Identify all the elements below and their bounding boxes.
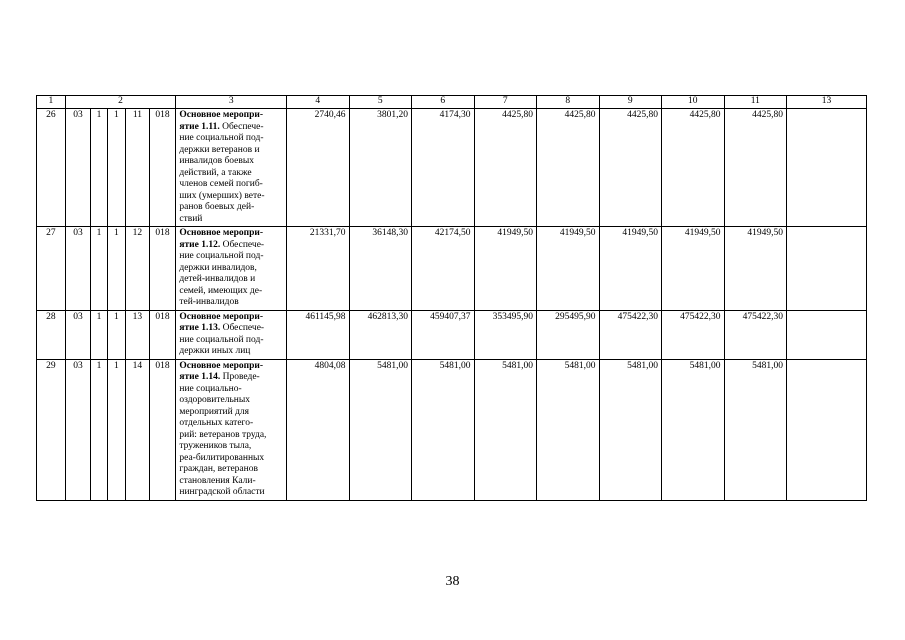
note-cell — [787, 109, 867, 227]
code-cell: 1 — [107, 310, 125, 359]
measure-description: Проведе- ние социально- оздоровительных мероприятий для отдельных катего- рий: ветеранов труда, тружеников тыла, реа-билитированных граждан, ветеранов становления Кали- нинградской области — [179, 372, 267, 497]
code-cell: 1 — [91, 310, 107, 359]
value-cell: 41949,50 — [599, 227, 662, 311]
header-row — [37, 96, 867, 109]
budget-table — [36, 95, 867, 501]
value-cell: 5481,00 — [537, 359, 600, 500]
header-cell: 8 — [537, 96, 600, 109]
note-cell — [787, 310, 867, 359]
table-row — [37, 109, 867, 227]
measure-name-cell — [176, 109, 287, 227]
measure-title: Основное меропри- ятие 1.11. — [179, 110, 264, 132]
code-cell: 018 — [149, 310, 176, 359]
value-cell: 5481,00 — [599, 359, 662, 500]
header-cell: 6 — [412, 96, 475, 109]
measure-description: Обеспече- ние социальной под- держки ветеранов и инвалидов боевых действий, а также членов семей погиб- ших (умерших) вете- ранов боевых дей- ствий — [179, 121, 265, 224]
value-cell: 41949,50 — [724, 227, 787, 311]
header-cell: 5 — [349, 96, 412, 109]
code-cell: 1 — [107, 359, 125, 500]
header-cell: 2 — [65, 96, 176, 109]
value-cell: 41949,50 — [662, 227, 725, 311]
header-cell: 4 — [287, 96, 350, 109]
note-cell — [787, 359, 867, 500]
code-cell: 12 — [126, 227, 150, 311]
value-cell: 461145,98 — [287, 310, 350, 359]
value-cell: 353495,90 — [474, 310, 537, 359]
row-number-cell: 28 — [37, 310, 66, 359]
measure-description: Обеспече- ние социальной под- держки иных лиц — [179, 323, 265, 356]
value-cell: 5481,00 — [412, 359, 475, 500]
measure-name-cell — [176, 359, 287, 500]
value-cell: 3801,20 — [349, 109, 412, 227]
value-cell: 295495,90 — [537, 310, 600, 359]
value-cell: 4425,80 — [662, 109, 725, 227]
header-cell: 9 — [599, 96, 662, 109]
value-cell: 5481,00 — [724, 359, 787, 500]
table-row — [37, 310, 867, 359]
value-cell: 4174,30 — [412, 109, 475, 227]
value-cell: 4425,80 — [537, 109, 600, 227]
value-cell: 5481,00 — [349, 359, 412, 500]
row-number-cell: 27 — [37, 227, 66, 311]
table-row — [37, 227, 867, 311]
measure-title: Основное меропри- ятие 1.14. — [179, 360, 264, 382]
value-cell: 4425,80 — [599, 109, 662, 227]
code-cell: 03 — [65, 109, 91, 227]
code-cell: 018 — [149, 359, 176, 500]
header-cell: 10 — [662, 96, 725, 109]
value-cell: 4425,80 — [724, 109, 787, 227]
value-cell: 475422,30 — [724, 310, 787, 359]
value-cell: 462813,30 — [349, 310, 412, 359]
code-cell: 03 — [65, 227, 91, 311]
value-cell: 36148,30 — [349, 227, 412, 311]
header-cell: 11 — [724, 96, 787, 109]
header-cell: 3 — [176, 96, 287, 109]
value-cell: 21331,70 — [287, 227, 350, 311]
measure-name-cell — [176, 227, 287, 311]
code-cell: 1 — [107, 109, 125, 227]
code-cell: 1 — [91, 227, 107, 311]
table-row — [37, 359, 867, 500]
code-cell: 018 — [149, 227, 176, 311]
header-cell: 13 — [787, 96, 867, 109]
row-number-cell: 26 — [37, 109, 66, 227]
code-cell: 1 — [91, 359, 107, 500]
value-cell: 4425,80 — [474, 109, 537, 227]
header-cell: 7 — [474, 96, 537, 109]
value-cell: 41949,50 — [474, 227, 537, 311]
code-cell: 018 — [149, 109, 176, 227]
measure-title: Основное меропри- ятие 1.13. — [179, 311, 264, 333]
value-cell: 4804,08 — [287, 359, 350, 500]
code-cell: 03 — [65, 310, 91, 359]
measure-description: Обеспече- ние социальной под- держки инвалидов, детей-инвалидов и семей, имеющих де- тей-инвалидов — [179, 239, 265, 307]
value-cell: 41949,50 — [537, 227, 600, 311]
measure-title: Основное меропри- ятие 1.12. — [179, 228, 264, 250]
value-cell: 5481,00 — [474, 359, 537, 500]
value-cell: 5481,00 — [662, 359, 725, 500]
value-cell: 475422,30 — [662, 310, 725, 359]
code-cell: 1 — [91, 109, 107, 227]
code-cell: 1 — [107, 227, 125, 311]
code-cell: 14 — [126, 359, 150, 500]
value-cell: 2740,46 — [287, 109, 350, 227]
code-cell: 03 — [65, 359, 91, 500]
value-cell: 475422,30 — [599, 310, 662, 359]
code-cell: 13 — [126, 310, 150, 359]
page-number: 38 — [445, 574, 460, 589]
value-cell: 42174,50 — [412, 227, 475, 311]
row-number-cell: 29 — [37, 359, 66, 500]
note-cell — [787, 227, 867, 311]
header-cell: 1 — [37, 96, 66, 109]
value-cell: 459407,37 — [412, 310, 475, 359]
code-cell: 11 — [126, 109, 150, 227]
measure-name-cell — [176, 310, 287, 359]
